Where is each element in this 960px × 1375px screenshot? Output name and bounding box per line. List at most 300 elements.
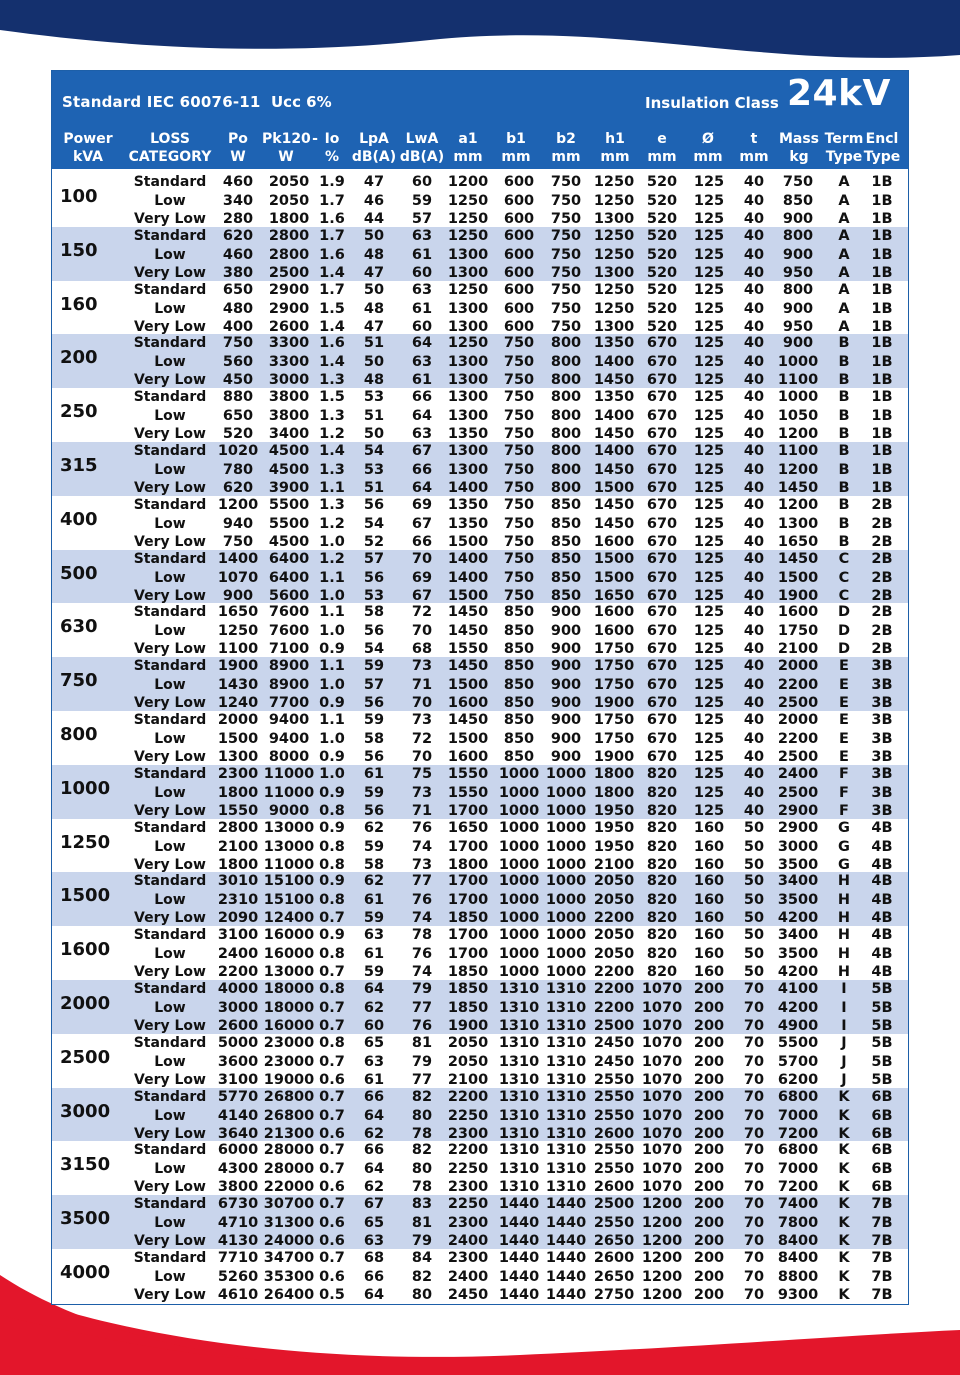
table-cell: 4B <box>871 856 893 873</box>
table-cell: 2B <box>871 569 893 586</box>
table-cell: 1.0 <box>319 533 345 550</box>
table-cell: B <box>838 496 850 513</box>
table-cell: 1.7 <box>319 281 345 298</box>
table-cell: 2050 <box>593 946 635 963</box>
table-cell: 1500 <box>447 533 489 550</box>
loss-category: Very Low <box>134 480 206 496</box>
loss-category: Standard <box>133 873 207 890</box>
table-cell: 4500 <box>268 533 310 550</box>
table-cell: B <box>838 426 850 443</box>
table-cell: 7000 <box>777 1107 819 1124</box>
table-cell: 6B <box>871 1161 893 1178</box>
table-cell: 1440 <box>545 1269 587 1285</box>
table-cell: 7B <box>871 1215 893 1232</box>
table-cell: 1200 <box>641 1250 683 1266</box>
table-cell: 200 <box>693 1161 725 1178</box>
table-cell: 670 <box>646 731 678 747</box>
table-cell: F <box>839 802 849 819</box>
table-cell: 9400 <box>268 712 310 728</box>
table-cell: 77 <box>411 873 433 890</box>
table-cell: 2300 <box>447 1125 489 1142</box>
table-cell: 1310 <box>498 1179 540 1196</box>
table-cell: 670 <box>646 550 678 567</box>
column-header-line2: mm <box>647 149 677 165</box>
table-cell: I <box>841 981 847 997</box>
table-cell: 2900 <box>268 281 310 298</box>
table-cell: 1.4 <box>319 318 345 335</box>
table-cell: 1750 <box>593 731 635 747</box>
power-kva: 3000 <box>60 1100 111 1122</box>
table-cell: 750 <box>503 496 535 513</box>
table-cell: 125 <box>693 677 725 694</box>
table-cell: 750 <box>550 246 582 263</box>
table-cell: 59 <box>363 964 385 981</box>
table-cell: 1.7 <box>319 227 345 244</box>
table-cell: 19000 <box>263 1071 315 1088</box>
table-cell: 670 <box>646 354 678 371</box>
table-cell: 82 <box>411 1088 433 1105</box>
table-cell: 750 <box>503 372 535 389</box>
table-cell: 1650 <box>447 819 489 836</box>
standard-label: Standard IEC 60076-11 <box>62 93 261 111</box>
table-cell: 62 <box>363 819 385 836</box>
column-header <box>262 130 310 166</box>
column-header-line1: - <box>312 131 318 147</box>
table-cell: 78 <box>411 927 433 944</box>
table-cell: 0.9 <box>319 873 345 890</box>
loss-category: Very Low <box>134 426 206 443</box>
table-cell: 54 <box>363 443 385 459</box>
table-cell: 47 <box>363 264 385 281</box>
table-cell: F <box>839 784 849 801</box>
loss-category: Standard <box>133 1196 207 1213</box>
table-cell: 850 <box>503 695 535 712</box>
table-cell: 2250 <box>447 1107 489 1124</box>
table-cell: B <box>838 462 850 478</box>
table-cell: 48 <box>363 372 385 389</box>
table-cell: 1B <box>871 264 893 281</box>
table-cell: B <box>838 408 850 425</box>
table-cell: H <box>837 910 851 927</box>
table-cell: 1.0 <box>319 765 345 782</box>
power-kva: 250 <box>60 401 98 423</box>
table-cell: 520 <box>646 281 678 298</box>
table-cell: 1300 <box>447 462 489 478</box>
table-cell: 1000 <box>498 910 540 927</box>
loss-category: Low <box>154 1000 186 1016</box>
table-cell: 40 <box>743 802 765 819</box>
table-cell: 50 <box>743 946 765 963</box>
table-cell: 0.8 <box>319 946 345 963</box>
table-cell: 2550 <box>593 1161 635 1178</box>
table-cell: 820 <box>646 892 678 909</box>
table-cell: 900 <box>550 677 582 694</box>
table-cell: 670 <box>646 712 678 728</box>
table-cell: 750 <box>503 408 535 425</box>
table-cell: 5000 <box>217 1034 259 1051</box>
loss-category: Very Low <box>134 964 206 981</box>
table-cell: 2500 <box>777 784 819 801</box>
table-cell: 1550 <box>447 765 489 782</box>
loss-category: Standard <box>133 174 207 190</box>
table-cell: 1000 <box>545 927 587 944</box>
table-cell: 1.7 <box>319 193 345 209</box>
table-cell: 1B <box>871 211 893 227</box>
table-cell: 125 <box>693 372 725 389</box>
column-header-line2: mm <box>693 149 723 165</box>
table-cell: 40 <box>743 354 765 371</box>
table-cell: 71 <box>411 802 433 819</box>
loss-category: Low <box>154 462 186 478</box>
table-cell: 800 <box>550 335 582 352</box>
loss-category: Low <box>154 784 186 801</box>
table-cell: 4140 <box>217 1107 259 1124</box>
table-cell: 1300 <box>447 246 489 263</box>
table-cell: 0.9 <box>319 784 345 801</box>
loss-category: Low <box>154 623 186 640</box>
table-cell: 6800 <box>777 1088 819 1105</box>
table-cell: 1440 <box>498 1196 540 1213</box>
table-cell: 0.7 <box>319 964 345 981</box>
table-cell: 70 <box>743 1018 765 1034</box>
table-cell: 560 <box>222 354 254 371</box>
table-cell: 1.6 <box>319 211 345 227</box>
table-cell: 1300 <box>447 408 489 425</box>
table-cell: 61 <box>411 246 433 263</box>
table-cell: 1500 <box>777 569 819 586</box>
table-cell: 1B <box>871 443 893 459</box>
power-kva: 2500 <box>60 1046 111 1068</box>
table-cell: 4200 <box>777 910 819 927</box>
table-cell: 1300 <box>447 300 489 317</box>
table-cell: 125 <box>693 193 725 209</box>
table-cell: 750 <box>503 426 535 443</box>
table-cell: 850 <box>503 604 535 621</box>
table-cell: 59 <box>363 712 385 728</box>
column-header <box>862 130 902 166</box>
table-cell: 200 <box>693 981 725 997</box>
table-cell: 1750 <box>593 712 635 728</box>
column-header-line1: LOSS <box>150 131 190 147</box>
column-header-line2: mm <box>739 149 769 165</box>
table-cell: 66 <box>363 1269 385 1285</box>
table-cell: 1310 <box>498 1053 540 1070</box>
table-cell: 40 <box>743 174 765 190</box>
table-cell: 750 <box>550 227 582 244</box>
table-cell: A <box>838 211 850 227</box>
table-cell: 62 <box>363 1125 385 1142</box>
table-cell: 3500 <box>777 856 819 873</box>
table-cell: D <box>837 641 851 658</box>
table-cell: 63 <box>411 426 433 443</box>
table-cell: 2450 <box>593 1053 635 1070</box>
table-cell: E <box>839 695 849 712</box>
table-cell: 1800 <box>217 856 259 873</box>
table-cell: 2550 <box>593 1215 635 1232</box>
table-cell: 670 <box>646 623 678 640</box>
table-cell: 1070 <box>641 1107 683 1124</box>
loss-category: Low <box>154 838 186 855</box>
power-kva: 800 <box>60 724 98 745</box>
table-cell: 0.9 <box>319 749 345 765</box>
table-cell: 850 <box>550 533 582 550</box>
table-cell: 850 <box>550 550 582 567</box>
table-cell: 750 <box>550 174 582 190</box>
loss-category: Very Low <box>134 1125 206 1142</box>
loss-category: Very Low <box>134 802 206 819</box>
table-cell: 1550 <box>447 784 489 801</box>
table-cell: 5B <box>871 1034 893 1051</box>
table-cell: 70 <box>743 1269 765 1285</box>
table-cell: 13000 <box>263 838 315 855</box>
table-cell: 74 <box>411 964 433 981</box>
table-cell: 125 <box>693 641 725 658</box>
table-cell: 0.8 <box>319 838 345 855</box>
table-cell: 6400 <box>268 569 310 586</box>
table-cell: C <box>838 550 850 567</box>
loss-category: Standard <box>133 819 207 836</box>
table-cell: 13000 <box>263 964 315 981</box>
table-cell: 60 <box>363 1018 385 1034</box>
table-cell: 2600 <box>268 318 310 335</box>
table-cell: 1B <box>871 318 893 335</box>
table-cell: 70 <box>743 1233 765 1250</box>
table-cell: 50 <box>743 819 765 836</box>
loss-category: Very Low <box>134 372 206 389</box>
table-cell: 7100 <box>268 641 310 658</box>
table-cell: 7000 <box>777 1161 819 1178</box>
table-cell: 1450 <box>777 550 819 567</box>
table-cell: 1.2 <box>319 550 345 567</box>
table-cell: 72 <box>411 731 433 747</box>
loss-category: Very Low <box>134 749 206 765</box>
table-cell: 450 <box>222 372 254 389</box>
table-cell: 125 <box>693 749 725 765</box>
table-cell: 2800 <box>268 227 310 244</box>
table-cell: 1650 <box>593 587 635 604</box>
table-cell: 4B <box>871 838 893 855</box>
table-cell: J <box>841 1071 847 1088</box>
table-cell: 24000 <box>263 1233 315 1250</box>
table-cell: 64 <box>363 1107 385 1124</box>
table-cell: 1310 <box>545 1088 587 1105</box>
table-cell: A <box>838 246 850 263</box>
table-cell: B <box>838 372 850 389</box>
table-cell: 66 <box>411 533 433 550</box>
table-cell: 1.0 <box>319 623 345 640</box>
table-cell: 23000 <box>263 1034 315 1051</box>
table-cell: 54 <box>363 515 385 532</box>
table-cell: 40 <box>743 765 765 782</box>
table-cell: 125 <box>693 695 725 712</box>
table-cell: 31300 <box>263 1215 315 1232</box>
table-cell: E <box>839 658 849 675</box>
table-cell: 750 <box>222 335 254 352</box>
column-header <box>686 130 730 166</box>
table-cell: 900 <box>550 641 582 658</box>
table-cell: 1450 <box>593 515 635 532</box>
table-cell: 750 <box>550 300 582 317</box>
column-header-line2: W <box>230 149 246 165</box>
table-cell: A <box>838 227 850 244</box>
table-cell: 1310 <box>545 1142 587 1159</box>
table-cell: 0.6 <box>319 1215 345 1232</box>
table-cell: 40 <box>743 372 765 389</box>
table-cell: 0.9 <box>319 927 345 944</box>
table-cell: 2500 <box>777 695 819 712</box>
table-cell: 5260 <box>217 1269 259 1285</box>
table-cell: 53 <box>363 462 385 478</box>
table-cell: 820 <box>646 802 678 819</box>
table-cell: 1310 <box>545 1018 587 1034</box>
loss-category: Very Low <box>134 641 206 658</box>
table-cell: 1B <box>871 227 893 244</box>
table-cell: 850 <box>503 641 535 658</box>
column-header-line1: Io <box>324 131 340 147</box>
table-cell: 7B <box>871 1250 893 1266</box>
table-cell: 750 <box>550 281 582 298</box>
table-cell: 200 <box>693 1000 725 1016</box>
table-cell: 4200 <box>777 1000 819 1016</box>
column-header-line2: mm <box>501 149 531 165</box>
table-cell: 200 <box>693 1196 725 1213</box>
table-cell: 2050 <box>268 174 310 190</box>
column-header-line2: kVA <box>72 149 104 165</box>
table-cell: 68 <box>411 641 433 658</box>
table-cell: 1440 <box>545 1287 587 1303</box>
table-cell: 70 <box>411 550 433 567</box>
table-cell: 83 <box>411 1196 433 1213</box>
table-cell: 0.8 <box>319 856 345 873</box>
table-cell: 6B <box>871 1179 893 1196</box>
table-cell: 64 <box>411 335 433 352</box>
table-cell: E <box>839 749 849 765</box>
table-cell: 77 <box>411 1071 433 1088</box>
table-cell: 8400 <box>777 1250 819 1266</box>
table-cell: 125 <box>693 496 725 513</box>
table-cell: 67 <box>363 1196 385 1213</box>
table-cell: 1300 <box>447 354 489 371</box>
loss-category: Standard <box>133 1034 207 1051</box>
table-cell: 1800 <box>447 856 489 873</box>
table-cell: 1070 <box>641 1161 683 1178</box>
table-cell: 1250 <box>593 174 635 190</box>
table-cell: 2750 <box>593 1287 635 1303</box>
table-cell: 1300 <box>593 318 635 335</box>
table-cell: 40 <box>743 677 765 694</box>
table-cell: 1850 <box>447 910 489 927</box>
column-header-line2: CATEGORY <box>128 149 212 165</box>
table-cell: 50 <box>743 838 765 855</box>
table-cell: 480 <box>222 300 254 317</box>
table-cell: 16000 <box>263 946 315 963</box>
table-cell: 50 <box>743 910 765 927</box>
table-cell: 70 <box>743 1053 765 1070</box>
table-cell: 2550 <box>593 1088 635 1105</box>
table-cell: 40 <box>743 712 765 728</box>
table-cell: 1800 <box>593 765 635 782</box>
table-cell: 57 <box>363 550 385 567</box>
table-cell: 1070 <box>641 981 683 997</box>
table-cell: 5B <box>871 981 893 997</box>
table-cell: 7B <box>871 1269 893 1285</box>
table-cell: 670 <box>646 389 678 406</box>
table-cell: 670 <box>646 749 678 765</box>
table-cell: 1300 <box>447 318 489 335</box>
table-cell: 2250 <box>447 1196 489 1213</box>
table-cell: 40 <box>743 281 765 298</box>
table-cell: 1950 <box>593 838 635 855</box>
table-cell: 3B <box>871 784 893 801</box>
table-cell: 1900 <box>447 1018 489 1034</box>
table-cell: 1400 <box>593 408 635 425</box>
table-cell: 850 <box>550 515 582 532</box>
table-cell: 63 <box>363 1053 385 1070</box>
loss-category: Standard <box>133 927 207 944</box>
table-cell: 26800 <box>263 1088 315 1105</box>
table-cell: 40 <box>743 515 765 532</box>
column-header <box>777 130 821 166</box>
table-cell: 900 <box>550 749 582 765</box>
table-cell: 2050 <box>593 892 635 909</box>
loss-category: Low <box>154 892 186 909</box>
table-cell: 200 <box>693 1088 725 1105</box>
table-cell: 1B <box>871 246 893 263</box>
loss-category: Standard <box>133 1142 207 1159</box>
table-cell: 1B <box>871 462 893 478</box>
table-cell: 77 <box>411 1000 433 1016</box>
table-cell: 11000 <box>263 856 315 873</box>
table-cell: 1900 <box>593 749 635 765</box>
table-cell: 520 <box>646 264 678 281</box>
table-cell: 950 <box>782 318 814 335</box>
table-cell: 160 <box>693 946 725 963</box>
table-cell: 30700 <box>263 1196 315 1213</box>
table-cell: 1500 <box>447 677 489 694</box>
table-cell: 76 <box>411 892 433 909</box>
table-cell: 2450 <box>593 1034 635 1051</box>
loss-category: Low <box>154 515 186 532</box>
table-cell: 1450 <box>593 462 635 478</box>
table-cell: 820 <box>646 927 678 944</box>
table-cell: K <box>838 1233 850 1250</box>
table-cell: 1700 <box>447 892 489 909</box>
table-cell: 50 <box>743 892 765 909</box>
table-cell: 200 <box>693 1287 725 1303</box>
table-cell: 1000 <box>498 927 540 944</box>
table-cell: 2200 <box>593 981 635 997</box>
table-cell: A <box>838 281 850 298</box>
table-cell: B <box>838 335 850 352</box>
table-cell: 1300 <box>447 264 489 281</box>
table-cell: 70 <box>743 1107 765 1124</box>
table-cell: 54 <box>363 641 385 658</box>
table-cell: 0.7 <box>319 1000 345 1016</box>
table-cell: 3B <box>871 712 893 728</box>
table-cell: 800 <box>550 480 582 496</box>
table-cell: 0.8 <box>319 1034 345 1051</box>
table-cell: 40 <box>743 784 765 801</box>
table-cell: 125 <box>693 462 725 478</box>
table-cell: B <box>838 389 850 406</box>
table-cell: 51 <box>363 408 385 425</box>
table-cell: 2200 <box>777 731 819 747</box>
table-cell: 900 <box>782 246 814 263</box>
table-cell: C <box>838 569 850 586</box>
table-cell: 2400 <box>447 1269 489 1285</box>
loss-category: Low <box>154 408 186 425</box>
table-cell: 1250 <box>593 193 635 209</box>
